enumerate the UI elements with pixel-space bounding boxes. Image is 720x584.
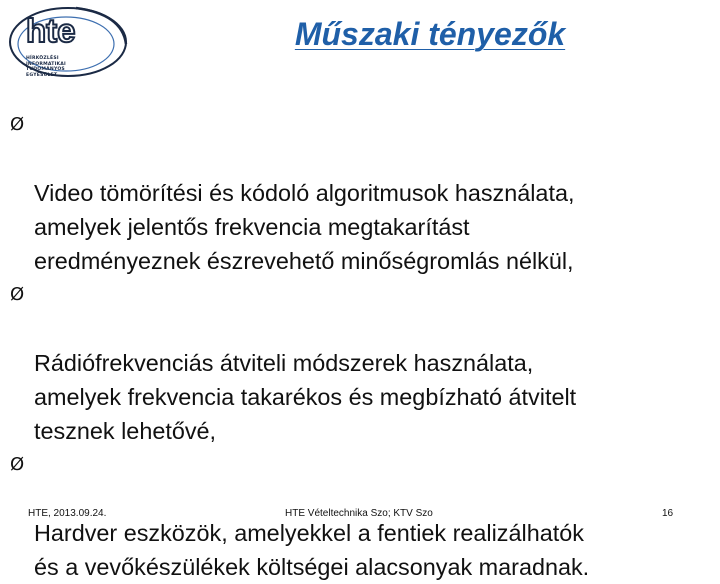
logo-caption-line: EGYESÜLET	[26, 72, 58, 78]
logo-caption-line: HÍRKÖZLÉSI	[26, 56, 59, 61]
hte-logo	[4, 4, 132, 96]
hte-logo-graphic	[4, 4, 132, 96]
bullet-item	[10, 278, 710, 448]
footer-presentation-info: HTE Vételtechnika Szo; KTV Szo	[285, 508, 433, 519]
logo-caption-line: INFORMATIKAI	[26, 61, 66, 67]
bullet-text: Rádiófrekvenciás átviteli módszerek használata, amelyek frekvencia takarékos és megbízható átvitelt tesznek lehetővé,	[34, 350, 577, 444]
arrow-bullet-icon: Ø	[10, 114, 25, 135]
arrow-bullet-icon: Ø	[10, 454, 25, 475]
page-number: 16	[662, 508, 674, 519]
slide-title: Műszaki tényezők	[294, 16, 566, 52]
logo-caption	[26, 56, 96, 78]
arrow-bullet-icon: Ø	[10, 284, 25, 305]
bullet-text: Video tömörítési és kódoló algoritmusok használata, amelyek jelentős frekvencia megtakarítást eredményeznek észrevehető minőségromlás nélkül,	[34, 180, 575, 274]
bullet-item	[10, 108, 710, 278]
bullet-text: Hardver eszközök, amelyekkel a fentiek realizálhatók és a vevőkészülékek költségei alacsonyak maradnak.	[34, 520, 590, 580]
svg-text:hte: hte	[26, 12, 76, 49]
logo-caption-line: TUDOMÁNYOS	[26, 67, 65, 73]
footer-date: HTE, 2013.09.24.	[28, 508, 107, 519]
